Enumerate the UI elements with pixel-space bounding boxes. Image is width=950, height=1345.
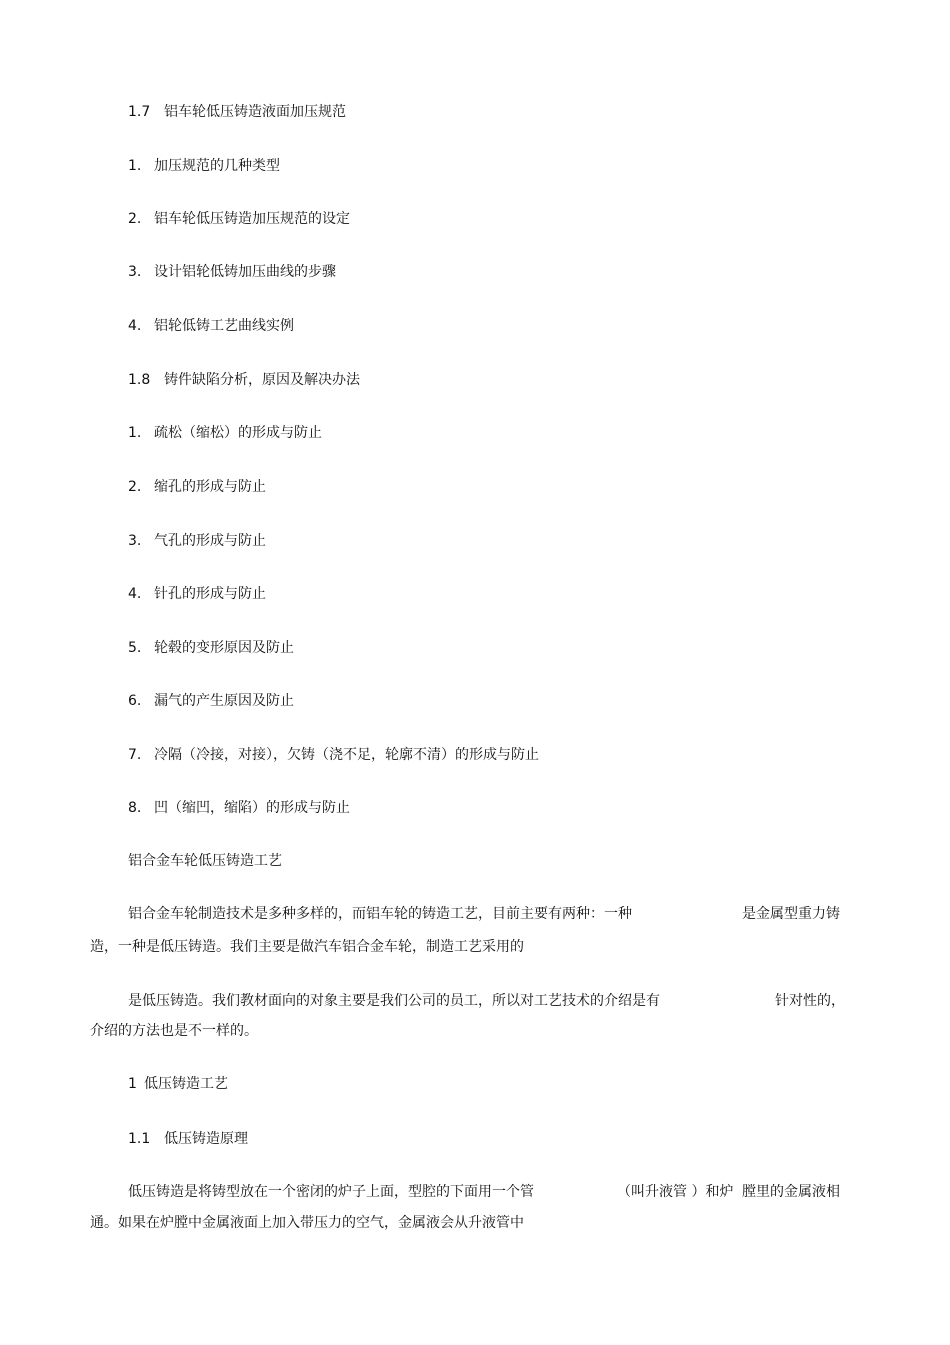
toc-item [128, 262, 336, 282]
section-title: 铸件缺陷分析，原因及解决办法 [164, 372, 360, 388]
item-text: 加压规范的几种类型 [154, 158, 280, 174]
toc-item [128, 798, 350, 818]
item-number: 8. [128, 800, 142, 816]
toc-item [128, 531, 266, 551]
toc-item [128, 691, 294, 711]
item-text: 气孔的形成与防止 [154, 533, 266, 549]
paragraph-1-line-1a: 铝合金车轮制造技术是多种多样的，而铝车轮的铸造工艺，目前主要有两种：一种 [128, 906, 632, 922]
section-number: 1.7 [128, 104, 151, 120]
item-text: 缩孔的形成与防止 [154, 479, 266, 495]
item-number: 2. [128, 211, 142, 227]
section-title: 低压铸造原理 [164, 1131, 248, 1147]
item-text: 轮毂的变形原因及防止 [154, 640, 294, 656]
toc-item [128, 156, 280, 176]
toc-item [128, 423, 322, 443]
item-text: 冷隔（冷接，对接），欠铸（浇不足，轮廓不清）的形成与防止 [154, 747, 539, 763]
item-text: 疏松（缩松）的形成与防止 [154, 425, 322, 441]
toc-item [128, 584, 266, 604]
paragraph-1-line-1b: 是金属型重力铸 [742, 906, 840, 922]
item-text: 漏气的产生原因及防止 [154, 693, 294, 709]
toc-section-1-7 [128, 102, 346, 122]
toc-item [128, 209, 350, 229]
toc-item [128, 477, 266, 497]
section-title: 铝车轮低压铸造液面加压规范 [164, 104, 346, 120]
paragraph-3-line-1b: （叫升液管 ）和炉 [617, 1184, 734, 1200]
toc-item [128, 745, 539, 765]
toc-item [128, 638, 294, 658]
item-number: 1. [128, 158, 142, 174]
item-number: 1. [128, 425, 142, 441]
item-text: 铝车轮低压铸造加压规范的设定 [154, 211, 350, 227]
paragraph-1-line-2: 造，一种是低压铸造。我们主要是做汽车铝合金车轮，制造工艺采用的 [90, 939, 524, 955]
paragraph-3-line-2: 通。如果在炉膛中金属液面上加入带压力的空气，金属液会从升液管中 [90, 1215, 524, 1231]
item-text: 设计铝轮低铸加压曲线的步骤 [154, 264, 336, 280]
item-number: 7. [128, 747, 142, 763]
item-number: 4. [128, 586, 142, 602]
section-1-heading [128, 1074, 228, 1094]
item-text: 铝轮低铸工艺曲线实例 [154, 318, 294, 334]
item-text: 凹（缩凹，缩陷）的形成与防止 [154, 800, 350, 816]
item-text: 针孔的形成与防止 [154, 586, 266, 602]
paragraph-3-line-1c: 膛里的金属液相 [742, 1184, 840, 1200]
section-title: 低压铸造工艺 [144, 1076, 228, 1092]
section-number: 1.1 [128, 1131, 151, 1147]
item-number: 2. [128, 479, 142, 495]
toc-section-1-8 [128, 370, 360, 390]
document-heading: 铝合金车轮低压铸造工艺 [128, 853, 282, 869]
item-number: 5. [128, 640, 142, 656]
item-number: 3. [128, 533, 142, 549]
item-number: 3. [128, 264, 142, 280]
section-number: 1 [128, 1076, 137, 1092]
paragraph-2-line-1a: 是低压铸造。我们教材面向的对象主要是我们公司的员工，所以对工艺技术的介绍是有 [128, 993, 660, 1009]
item-number: 4. [128, 318, 142, 334]
section-1-1-heading [128, 1129, 248, 1149]
paragraph-3-line-1a: 低压铸造是将铸型放在一个密闭的炉子上面，型腔的下面用一个管 [128, 1184, 534, 1200]
section-number: 1.8 [128, 372, 151, 388]
item-number: 6. [128, 693, 142, 709]
paragraph-2-line-1b: 针对性的， [775, 993, 845, 1009]
toc-item [128, 316, 294, 336]
paragraph-2-line-2: 介绍的方法也是不一样的。 [90, 1023, 258, 1039]
